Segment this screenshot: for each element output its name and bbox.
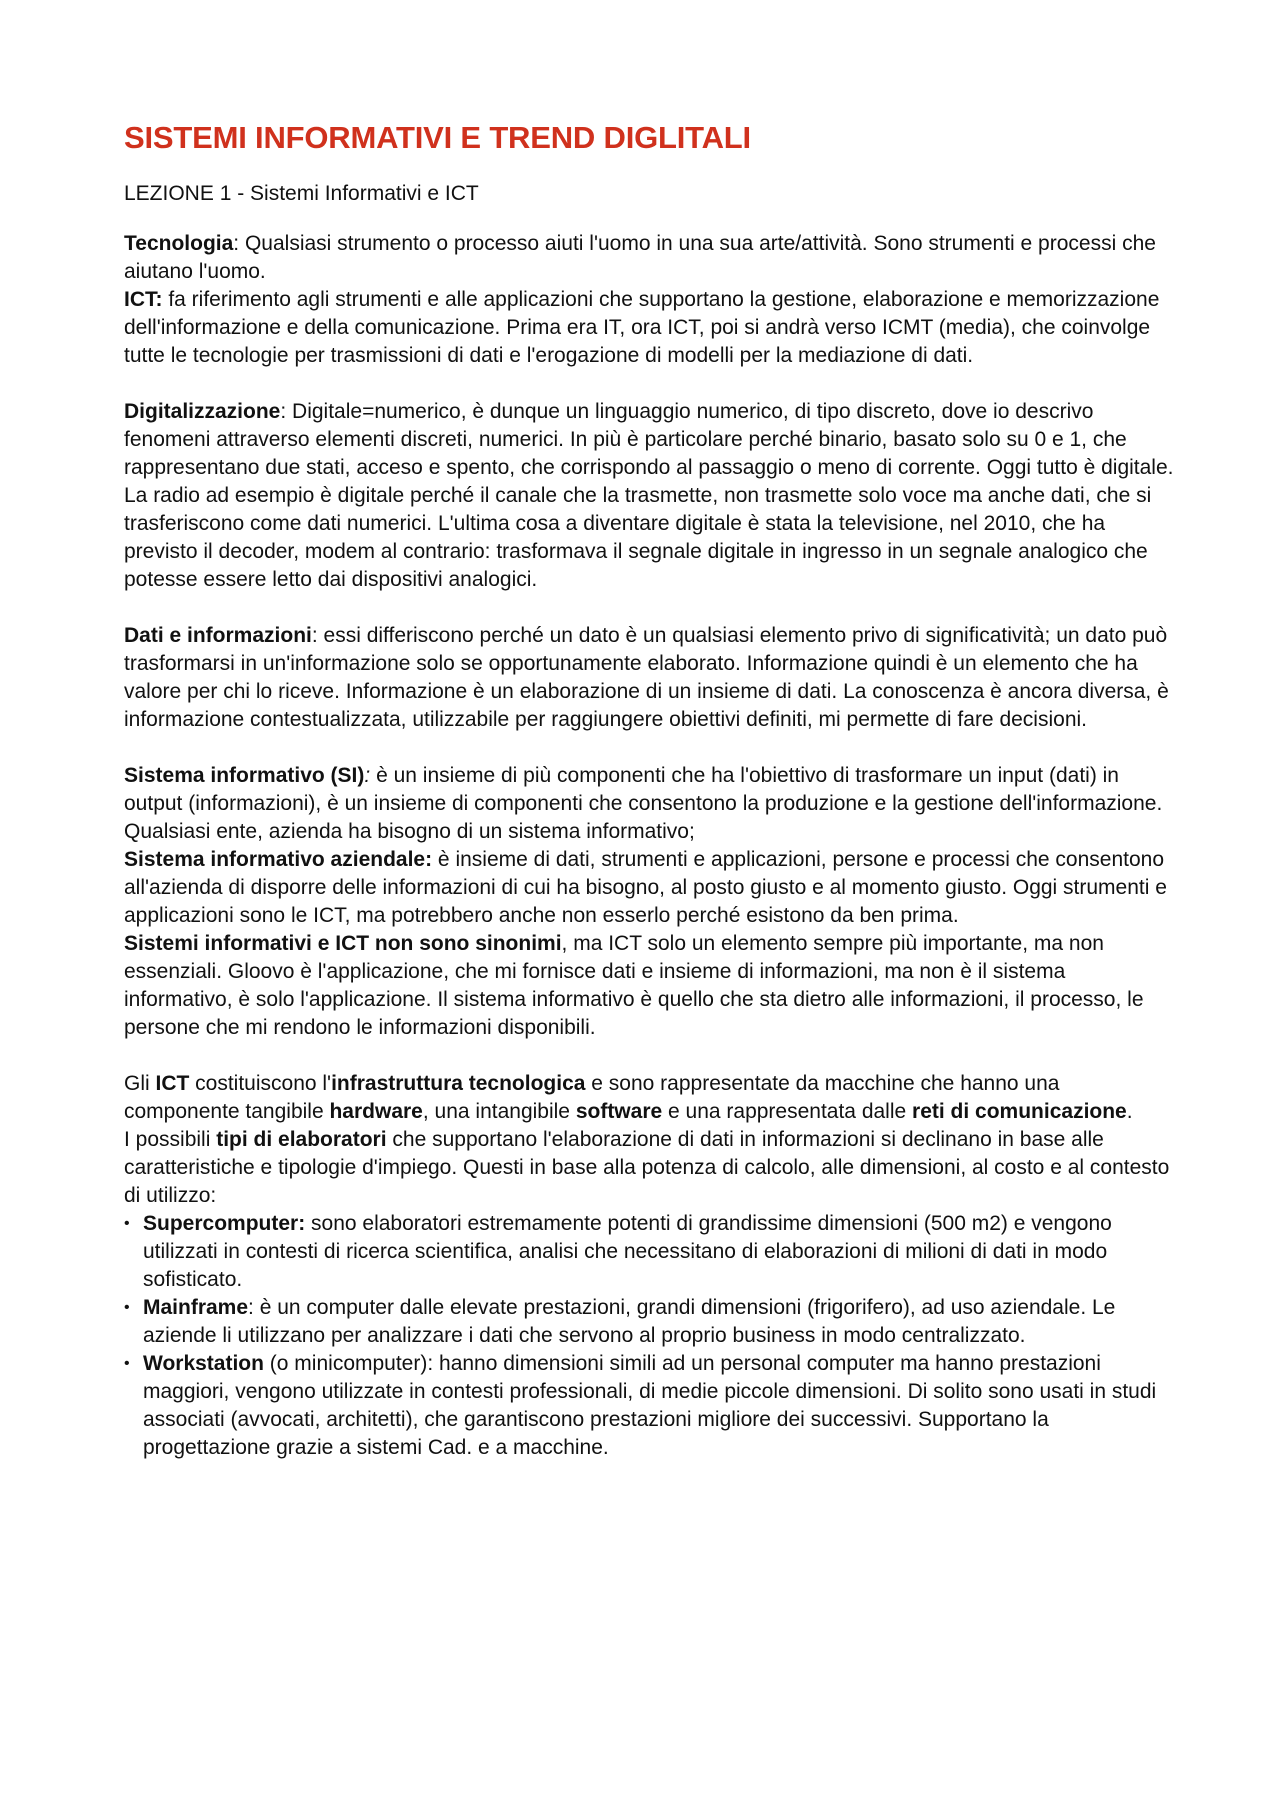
text-sistema-informativo-aziendale: è insieme di dati, strumenti e applicazioni, persone e processi che consentono all'azienda di disporre delle informazioni di cui ha bisogno, al posto giusto e al momento giusto. Oggi strumenti e applicazioni sono le ICT, ma potrebbero anche non esserlo perché esistono da ben prima.	[124, 848, 1167, 927]
term-sistema-informativo: Sistema informativo (SI)	[124, 764, 365, 787]
list-item-workstation	[124, 1350, 1176, 1462]
document-page	[124, 118, 1176, 1462]
text-digitalizzazione: : Digitale=numerico, è dunque un linguaggio numerico, di tipo discreto, dove io descrivo fenomeni attraverso elementi discreti, numerici. In più è particolare perché binario, basato solo su 0 e 1, che rappresentano due stati, acceso e spento, che corrispondo al passaggio o meno di corrente. Oggi tutto è digitale. La radio ad esempio è digitale perché il canale che la trasmette, non trasmette solo voce ma anche dati, che si trasferiscono come dati numerici. L'ultima cosa a diventare digitale è stata la televisione, nel 2010, che ha previsto il decoder, modem al contrario: trasformava il segnale digitale in ingresso in un segnale analogico che potesse essere letto dai dispositivi analogici.	[124, 400, 1174, 591]
infra-text-4: , una intangibile	[422, 1100, 576, 1123]
term-workstation: Workstation	[143, 1352, 264, 1375]
paragraph-ict	[124, 286, 1176, 370]
infra-bold-ict: ICT	[155, 1072, 190, 1095]
tipi-text-1: I possibili	[124, 1128, 217, 1151]
paragraph-sinonimi	[124, 930, 1176, 1042]
paragraph-digitalizzazione	[124, 398, 1176, 594]
infra-text-2: costituiscono l'	[189, 1072, 332, 1095]
infra-text-3: e sono rappresentate da macchine che hanno una componente tangibile	[124, 1072, 1060, 1123]
text-sistema-informativo: è un insieme di più componenti che ha l'obiettivo di trasformare un input (dati) in output (informazioni), è un insieme di componenti che consentono la produzione e la gestione dell'informazione. Qualsiasi ente, azienda ha bisogno di un sistema informativo;	[124, 764, 1163, 843]
tipi-text-2: che supportano l'elaborazione di dati in informazioni si declinano in base alle caratteristiche e tipologie d'impiego. Questi in base alla potenza di calcolo, alle dimensioni, al costo e al contesto di utilizzo:	[124, 1128, 1170, 1207]
elaboratori-list	[124, 1210, 1176, 1462]
spacer	[124, 594, 1176, 622]
infra-bold-infrastruttura: infrastruttura tecnologica	[331, 1072, 586, 1095]
paragraph-infrastruttura	[124, 1070, 1176, 1126]
text-dati-informazioni: : essi differiscono perché un dato è un qualsiasi elemento privo di significatività; un dato può trasformarsi in un'informazione solo se opportunamente elaborato. Informazione quindi è un elemento che ha valore per chi lo riceve. Informazione è un elaborazione di un insieme di dati. La conoscenza è ancora diversa, è informazione contestualizzata, utilizzabile per raggiungere obiettivi definiti, mi permette di fare decisioni.	[124, 624, 1169, 731]
term-tecnologia: Tecnologia	[124, 232, 234, 255]
spacer	[124, 1042, 1176, 1070]
document-title: SISTEMI INFORMATIVI E TREND DIGLITALI	[124, 120, 751, 155]
bullet-icon: •	[124, 1299, 130, 1316]
infra-text-6: .	[1126, 1100, 1133, 1123]
infra-bold-software: software	[575, 1100, 663, 1123]
paragraph-tecnologia	[124, 230, 1176, 286]
list-item-supercomputer	[124, 1210, 1176, 1294]
paragraph-dati-informazioni	[124, 622, 1176, 734]
bullet-icon: •	[124, 1355, 130, 1372]
term-mainframe: Mainframe	[143, 1296, 249, 1319]
text-workstation: (o minicomputer): hanno dimensioni simili ad un personal computer ma hanno prestazioni maggiori, vengono utilizzate in contesti professionali, di medie piccole dimensioni. Di solito sono usati in studi associati (avvocati, architetti), che garantiscono prestazioni migliore dei successivi. Supportano la progettazione grazie a sistemi Cad. e a macchine.	[143, 1352, 1157, 1459]
infra-text-1: Gli	[124, 1072, 156, 1095]
tipi-bold: tipi di elaboratori	[216, 1128, 387, 1151]
list-item-mainframe	[124, 1294, 1176, 1350]
text-sinonimi: , ma ICT solo un elemento sempre più importante, ma non essenziali. Gloovo è l'applicazione, che mi fornisce dati e insieme di informazioni, ma non è il sistema informativo, è solo l'applicazione. Il sistema informativo è quello che sta dietro alle informazioni, il processo, le persone che mi rendono le informazioni disponibili.	[124, 932, 1144, 1039]
infra-text-5: e una rappresentata dalle	[662, 1100, 913, 1123]
term-supercomputer: Supercomputer:	[143, 1212, 306, 1235]
infra-bold-reti: reti di comunicazione	[912, 1100, 1127, 1123]
colon-sistema-informativo: :	[364, 764, 371, 787]
text-mainframe: : è un computer dalle elevate prestazioni, grandi dimensioni (frigorifero), ad uso aziendale. Le aziende li utilizzano per analizzare i dati che servono al proprio business in modo centralizzato.	[143, 1296, 1116, 1347]
term-sinonimi: Sistemi informativi e ICT non sono sinonimi	[124, 932, 562, 955]
term-dati-informazioni: Dati e informazioni	[124, 624, 312, 647]
lesson-heading: LEZIONE 1 - Sistemi Informativi e ICT	[124, 182, 479, 205]
text-supercomputer: sono elaboratori estremamente potenti di grandissime dimensioni (500 m2) e vengono utilizzati in contesti di ricerca scientifica, analisi che necessitano di elaborazioni di milioni di dati in modo sofisticato.	[143, 1212, 1112, 1291]
paragraph-sistema-informativo	[124, 762, 1176, 846]
term-sistema-informativo-aziendale: Sistema informativo aziendale:	[124, 848, 433, 871]
term-ict: ICT:	[124, 288, 163, 311]
spacer	[124, 370, 1176, 398]
term-digitalizzazione: Digitalizzazione	[124, 400, 281, 423]
spacer	[124, 734, 1176, 762]
infra-bold-hardware: hardware	[329, 1100, 423, 1123]
text-ict: fa riferimento agli strumenti e alle applicazioni che supportano la gestione, elaborazione e memorizzazione dell'informazione e della comunicazione. Prima era IT, ora ICT, poi si andrà verso ICMT (media), che coinvolge tutte le tecnologie per trasmissioni di dati e l'erogazione di modelli per la mediazione di dati.	[124, 288, 1160, 367]
paragraph-tipi-elaboratori	[124, 1126, 1176, 1210]
text-tecnologia: : Qualsiasi strumento o processo aiuti l'uomo in una sua arte/attività. Sono strumenti e processi che aiutano l'uomo.	[124, 232, 1156, 283]
paragraph-sistema-informativo-aziendale	[124, 846, 1176, 930]
bullet-icon: •	[124, 1215, 130, 1232]
